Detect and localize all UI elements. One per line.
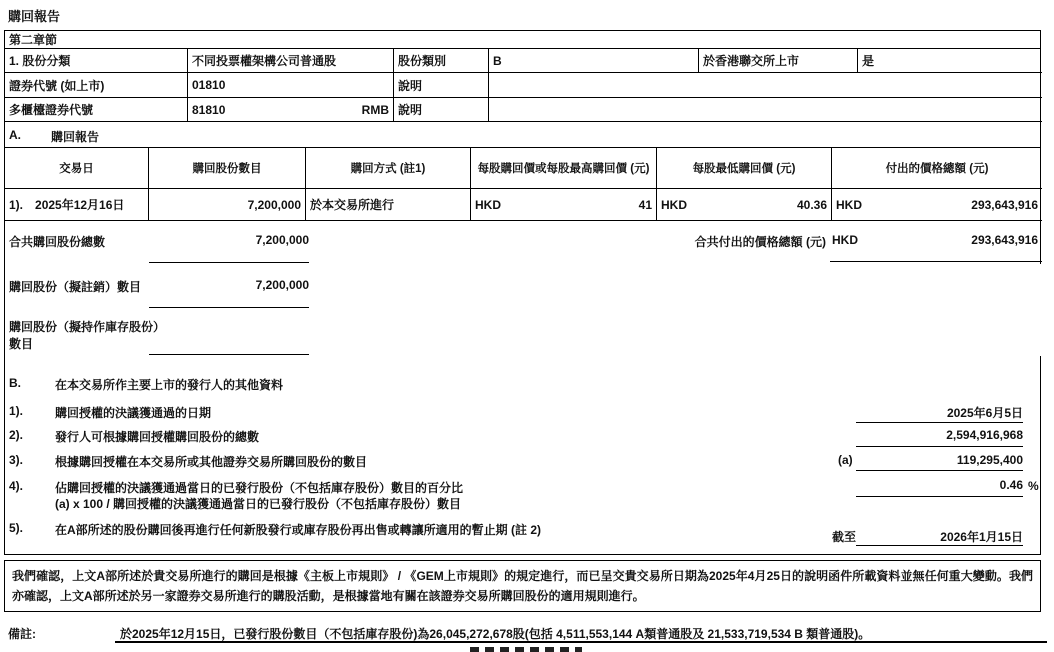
underline	[830, 261, 1042, 262]
section-chapter-header: 第二章節	[5, 31, 1040, 49]
col-header-high-price: 每股購回價或每股最高購回價 (元)	[471, 148, 657, 189]
b-item-1-value: 2025年6月5日	[946, 406, 1023, 420]
b-item-5-no: 5).	[9, 521, 24, 535]
buyback-form	[4, 30, 1041, 555]
divider-line	[115, 641, 1047, 643]
table-row-cell-high	[471, 189, 657, 221]
listed-on-hkex-value: 是	[858, 49, 1042, 73]
remarks-label: 備註:	[8, 627, 36, 641]
section-b-title: 在本交易所作主要上市的發行人的其他資料	[55, 378, 284, 392]
b-item-5-text: 在A部所述的股份購回後再進行任何新股發行或庫存股份再出售或轉讓所適用的暫止期 (註 2)	[55, 523, 542, 537]
b-item-3-text: 根據購回授權在本交易所或其他證券交易所購回股份的數目	[55, 455, 368, 469]
multi-counter-code: 81810	[192, 102, 226, 117]
underline	[856, 422, 1023, 423]
underline	[149, 354, 309, 355]
row-number: 1).	[9, 197, 24, 212]
b-item-4-text-line2: (a) x 100 / 購回授權的決議獲通過當日的已發行股份（不包括庫存股份）數目	[55, 497, 462, 511]
total-paid-label: 合共付出的價格總額 (元)	[694, 235, 826, 249]
underline	[856, 446, 1023, 447]
underline	[856, 496, 1023, 497]
low-currency: HKD	[661, 197, 687, 212]
underline	[149, 262, 309, 263]
b-item-3-value: 119,295,400	[956, 453, 1023, 467]
b-item-4-text: 佔購回授權的決議獲通過當日的已發行股份（不包括庫存股份）數目的百分比	[55, 481, 464, 495]
b-item-2-text: 發行人可根據購回授權購回股份的總數	[55, 430, 260, 444]
clipped-next-line	[470, 647, 582, 652]
underline	[856, 470, 1023, 471]
stock-code-label: 證券代號 (如上市)	[5, 73, 188, 98]
buyback-table	[5, 148, 1040, 221]
multi-counter-label: 多櫃檯證券代號	[5, 98, 188, 122]
col-header-method: 購回方式 (註1)	[306, 148, 471, 189]
listed-on-hkex-label: 於香港聯交所上市	[699, 49, 858, 73]
multi-counter-value-cell	[188, 98, 394, 122]
section-b-id: B.	[9, 376, 21, 390]
total-shares-value: 7,200,000	[255, 233, 309, 247]
section-a-title: 購回報告	[51, 130, 100, 144]
share-info-table	[5, 49, 1040, 122]
classification-label: 1. 股份分類	[5, 49, 188, 73]
b-item-2-no: 2).	[9, 428, 24, 442]
stock-code-note-label: 說明	[394, 73, 489, 98]
trade-date: 2025年12月16日	[35, 198, 125, 212]
total-currency: HKD	[836, 197, 862, 212]
multi-counter-note-label: 說明	[394, 98, 489, 122]
section-a-header	[5, 122, 1040, 148]
underline	[856, 545, 1023, 546]
total-shares-label: 合共購回股份總數	[9, 235, 106, 249]
confirmation-statement: 我們確認，上文A部所述於貴交易所進行的購回是根據《主板上市規則》 / 《GEM上市規則》的規定進行，而已呈交貴交易所日期為2025年4月25日的說明函件所載資料並無任何重大變動。我們亦確認，上文A部所述於另一家證券交易所進行的購股活動，是根據當地有關在該證券交易所購回股份的適用規則進行。	[4, 560, 1041, 612]
share-class-label: 股份類別	[394, 49, 489, 73]
table-row-cell-date	[5, 189, 149, 221]
col-header-trade-date: 交易日	[5, 148, 149, 189]
high-currency: HKD	[475, 197, 501, 212]
multi-counter-note-value	[489, 98, 1042, 122]
total-paid-value: 293,643,916	[971, 233, 1038, 247]
total-paid-currency: HKD	[832, 233, 858, 247]
page-title: 購回報告	[8, 9, 61, 24]
buyback-totals	[5, 221, 1040, 366]
cancel-shares-value: 7,200,000	[255, 278, 309, 292]
b-item-5-prefix: 截至	[832, 530, 857, 544]
col-header-low-price: 每股最低購回價 (元)	[657, 148, 832, 189]
stock-code-note-value	[489, 73, 1042, 98]
border-gap	[1039, 264, 1042, 356]
table-row-cell-total	[832, 189, 1042, 221]
remarks-text: 於2025年12月15日，已發行股份數目（不包括庫存股份)為26,045,272,678股(包括 4,511,553,144 A類普通股及 21,533,719,534 B 類普通股)。	[120, 627, 871, 641]
multi-counter-currency: RMB	[361, 102, 389, 117]
share-class-value: B	[489, 49, 699, 73]
underline	[149, 307, 309, 308]
b-item-2-value: 2,594,916,968	[946, 428, 1023, 442]
b-item-1-text: 購回授權的決議獲通過的日期	[55, 406, 212, 420]
stock-code-value: 01810	[188, 73, 394, 98]
treasury-shares-label-line2: 數目	[9, 337, 34, 351]
b-item-5-value: 2026年1月15日	[940, 530, 1023, 544]
classification-value: 不同投票權架構公司普通股	[188, 49, 394, 73]
table-row-cell-shares: 7,200,000	[149, 189, 306, 221]
high-price: 41	[638, 197, 652, 212]
col-header-shares: 購回股份數目	[149, 148, 306, 189]
total-paid: 293,643,916	[971, 197, 1038, 212]
b-item-1-no: 1).	[9, 404, 24, 418]
low-price: 40.36	[796, 197, 827, 212]
b-item-3-prefix: (a)	[838, 453, 853, 467]
b-item-3-no: 3).	[9, 453, 24, 467]
table-row-cell-low	[657, 189, 832, 221]
section-b	[5, 366, 1040, 553]
cancel-shares-label: 購回股份（擬註銷）數目	[9, 280, 142, 294]
b-item-4-percent-sign: %	[1028, 479, 1039, 493]
b-item-4-value: 0.46	[999, 478, 1023, 492]
b-item-4-no: 4).	[9, 479, 24, 493]
table-row-cell-method: 於本交易所進行	[306, 189, 471, 221]
col-header-total-paid: 付出的價格總額 (元)	[832, 148, 1042, 189]
treasury-shares-label-line1: 購回股份（擬持作庫存股份）	[9, 320, 166, 334]
section-a-id: A.	[9, 128, 21, 142]
